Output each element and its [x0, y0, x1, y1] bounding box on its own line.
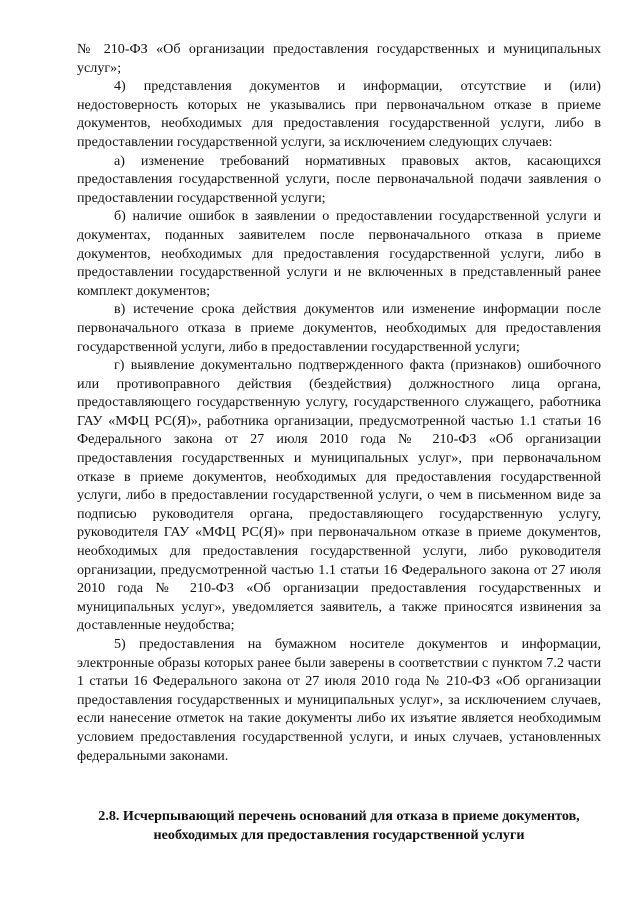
- paragraph-item-4: 4) представления документов и информации, отсутствие и (или) недостоверность которых не указывались при первоначальном отказе в приеме документов, необходимых для предоставления государственной услуги, либо в предоставлении государственной услуги, за исключением следующих случаев:: [77, 78, 601, 150]
- section-heading-line-2: необходимых для предоставления государственной услуги: [153, 826, 525, 843]
- document-page: [77, 40, 601, 844]
- paragraph-item-5: 5) предоставления на бумажном носителе документов и информации, электронные образы которых ранее были заверены в соответствии с пунктом 7.2 части 1 статьи 16 Федерального закона от 27 июля 2010 года № 210-ФЗ «Об организации предоставления государственных и муниципальных услуг», за исключением случаев, если нанесение отметок на такие документы либо их изъятие является необходимым условием предоставления государственной услуги, и иных случаев, установленных федеральными законами.: [77, 636, 601, 764]
- paragraph-item-b: б) наличие ошибок в заявлении о предоставлении государственной услуги и документах, поданных заявителем после первоначального отказа в приеме документов, необходимых для предоставления государственной услуги, либо в предоставлении государственной услуги и не включенных в представленный ранее комплект документов;: [77, 208, 601, 299]
- paragraph-item-a: а) изменение требований нормативных правовых актов, касающихся предоставления государственной услуги, после первоначальной подачи заявления о предоставлении государственной услуги;: [77, 152, 601, 206]
- paragraph-item-v: в) истечение срока действия документов или изменение информации после первоначального отказа в приеме документов, необходимых для предоставления государственной услуги, либо в предоставлении государственной услуги;: [77, 301, 601, 355]
- paragraph-continuation: № 210-ФЗ «Об организации предоставления государственных и муниципальных услуг»;: [77, 41, 601, 76]
- section-heading-line-1: 2.8. Исчерпывающий перечень оснований для отказа в приеме документов,: [98, 808, 580, 825]
- section-heading: [77, 807, 601, 844]
- paragraph-item-g: г) выявление документально подтвержденного факта (признаков) ошибочного или противоправного действия (бездействия) должностного лица органа, предоставляющего государственную услугу, государственного служащего, работника ГАУ «МФЦ РС(Я)», работника организации, предусмотренной частью 1.1 статьи 16 Федерального закона от 27 июля 2010 года № 210-ФЗ «Об организации предоставления государственных и муниципальных услуг», при первоначальном отказе в приеме документов, необходимых для предоставления государственной услуги, либо в предоставлении государственной услуги, о чем в письменном виде за подписью руководителя органа, предоставляющего государственную услугу, руководителя ГАУ «МФЦ РС(Я)» при первоначальном отказе в приеме документов, необходимых для предоставления государственной услуги, либо руководителя организации, предусмотренной частью 1.1 статьи 16 Федерального закона от 27 июля 2010 года № 210-ФЗ «Об организации предоставления государственных и муниципальных услуг», уведомляется заявитель, а также приносятся извинения за доставленные неудобства;: [77, 357, 601, 634]
